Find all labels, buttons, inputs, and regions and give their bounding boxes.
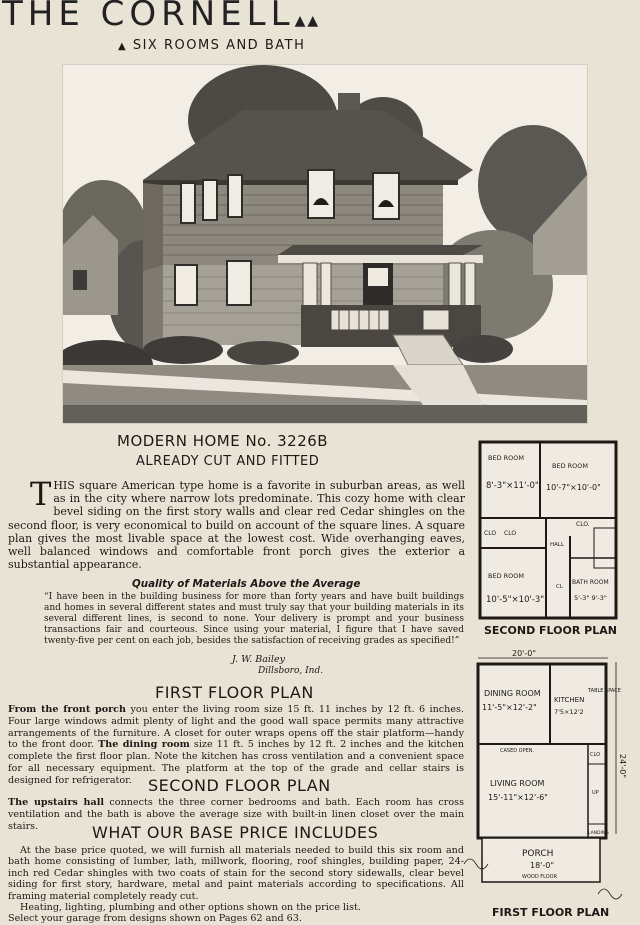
sfp-hall-label: HALL xyxy=(550,542,565,548)
first-floor-lead-2: The dining room xyxy=(98,739,190,751)
testimonial-place: Dillsboro, Ind. xyxy=(258,666,324,676)
ffp-room-name: PORCH xyxy=(522,849,554,859)
first-floor-text xyxy=(8,704,464,787)
first-floor-heading: FIRST FLOOR PLAN xyxy=(155,683,314,702)
sfp-clo-label: CLO xyxy=(484,530,497,537)
second-floor-heading: SECOND FLOOR PLAN xyxy=(148,776,331,795)
title-ornament: ▲▲ xyxy=(294,13,321,29)
base-price-garage: Select your garage from designs shown on Pages 62 and 63. xyxy=(8,913,302,925)
testimonial-quote: “I have been in the building business for more than forty years and have built buildings and homes in several different states and must truly say that your building materials in its several different lines, is second to none. Your delivery is prompt and your business transactions fair and courteous. Since using your material, I figure that I have saved twenty-five per cent on each job, besides the satisfaction of receiving grades as specified!” xyxy=(44,592,464,646)
base-price-body: At the base price quoted, we will furnish all materials needed to build this six room and bath home consisting of lumber, lath, millwork, flooring, roof shingles, building paper, 24-inch red Cedar shingles with two coats of stain for the second story sidewalls, clear bevel siding for first story, hardware, metal and paint materials according to specifications. All framing material completely ready cut. xyxy=(8,845,464,902)
ffp-landing-label: LANDING xyxy=(588,831,609,836)
model-number: MODERN HOME No. 3226B xyxy=(117,432,329,450)
intro-paragraph xyxy=(8,475,465,572)
ffp-table-label: TABLE SPACE xyxy=(588,688,621,694)
second-floor-lead: The upstairs hall xyxy=(8,797,104,808)
sfp-clo-label: CLO. xyxy=(576,521,590,528)
ffp-depth-label: 24'-0" xyxy=(618,754,627,779)
first-floor-plan-caption: FIRST FLOOR PLAN xyxy=(492,906,610,919)
sfp-room-name: BATH ROOM xyxy=(572,579,609,586)
dropcap: T xyxy=(30,475,52,513)
second-floor-body: connects the three corner bedrooms and bath. Each room has cross ventilation and the bath is above the average size with built-in linen closet over the main stairs. xyxy=(8,797,464,832)
first-floor-lead: From the front porch xyxy=(8,704,126,715)
ffp-up-label: UP xyxy=(592,790,599,796)
first-floor-plan xyxy=(460,644,630,906)
ffp-clo-label: CLO xyxy=(590,752,601,758)
page-subtitle xyxy=(118,38,305,53)
ffp-room-size: 11'-5"×12'-2" xyxy=(482,703,537,712)
sfp-room-size: 5'-3" 9'-3" xyxy=(574,594,607,602)
sfp-room-name: BED ROOM xyxy=(552,462,588,470)
house-illustration xyxy=(62,64,588,424)
sfp-room-size: 10'-5"×10'-3" xyxy=(486,595,545,605)
first-floor-text-1: you enter the living room size 15 ft. 11 inches by 12 ft. 6 inches. Four large windows admit plenty of light and the good wall space permits many attractive arrangements of the furniture. A closet for outer wraps opens off the stair platform—handy to the front door. xyxy=(8,704,464,751)
ffp-room-size: 15'-11"×12'-6" xyxy=(488,793,548,802)
page-title xyxy=(2,0,320,34)
sfp-room-size: 8'-3"×11'-0" xyxy=(486,481,539,491)
intro-text: HIS square American type home is a favorite in suburban areas, as well as in the city where narrow lots predominate. This cozy home with clear bevel siding on the first story walls and clear red Cedar shingles on the second floor, is very economical to build on account of the square lines. A square plan gives the most livable space at the lowest cost. Wide overhanging eaves, well balanced windows and comfortable front porch gives the exterior a substantial appearance. xyxy=(8,479,465,572)
sfp-room-size: 10'-7"×10'-0" xyxy=(546,483,601,492)
testimonial-name: J. W. Bailey xyxy=(232,654,285,665)
second-floor-plan-caption: SECOND FLOOR PLAN xyxy=(484,624,617,637)
subtitle-ornament: ▲ xyxy=(118,41,128,52)
sfp-clo-label: CLO xyxy=(504,530,517,537)
ffp-room-size: 18'-0" xyxy=(530,861,555,870)
subtitle-text: SIX ROOMS AND BATH xyxy=(132,38,306,53)
sfp-room-name: BED ROOM xyxy=(488,454,524,462)
ffp-width-label: 20'-0" xyxy=(512,649,537,658)
sfp-outline xyxy=(480,442,616,618)
ffp-room-name: LIVING ROOM xyxy=(490,779,545,788)
sfp-cl-label: CL xyxy=(556,584,563,590)
ffp-room-size: 7'5×12'2 xyxy=(554,708,584,716)
ffp-shrub xyxy=(598,889,622,899)
ffp-cased-label: CASED OPEN. xyxy=(500,748,535,754)
base-price-heading: WHAT OUR BASE PRICE INCLUDES xyxy=(92,823,379,842)
base-price-text xyxy=(8,845,464,925)
quality-heading: Quality of Materials Above the Average xyxy=(132,578,361,590)
ffp-room-name: KITCHEN xyxy=(554,696,585,704)
first-floor-text-2: size 11 ft. 5 inches by 12 ft. 2 inches and the kitchen complete the first floor plan. Note the kitchen has cross ventilation and a convenient space for all necessary equipment. The platform at the top of the grade and cellar stairs is designed for refrigerator. xyxy=(8,739,464,786)
ffp-room-name: DINING ROOM xyxy=(484,689,541,698)
base-price-options: Heating, lighting, plumbing and other options shown on the price list. xyxy=(20,902,361,914)
ffp-floor-label: WOOD FLOOR xyxy=(522,874,558,880)
title-text: THE CORNELL xyxy=(2,0,295,34)
model-tagline: ALREADY CUT AND FITTED xyxy=(136,454,320,469)
second-floor-plan xyxy=(476,438,620,624)
sfp-room-name: BED ROOM xyxy=(488,572,524,580)
house-drawing xyxy=(63,65,587,423)
